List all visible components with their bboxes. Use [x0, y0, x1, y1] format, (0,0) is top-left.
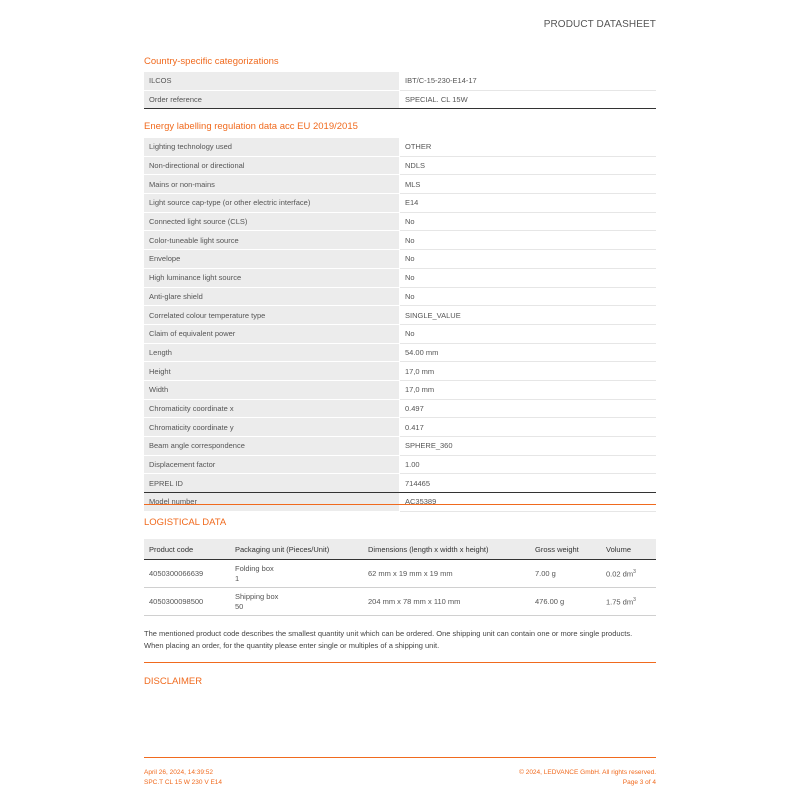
- row-label: Length: [144, 343, 400, 362]
- row-label: Anti-glare shield: [144, 287, 400, 306]
- table-row: [144, 212, 656, 231]
- row-value: AC35389: [400, 493, 657, 512]
- row-label: Envelope: [144, 250, 400, 269]
- footer-date: April 26, 2024, 14:39:52: [144, 769, 214, 776]
- row-value: 1.00: [400, 455, 657, 474]
- table-row: [144, 437, 656, 456]
- table-row: [144, 474, 656, 493]
- footer-right: [519, 768, 656, 787]
- row-label: Color-tuneable light source: [144, 231, 400, 250]
- row-label: Correlated colour temperature type: [144, 306, 400, 325]
- row-value: No: [400, 231, 657, 250]
- table-row: [144, 418, 656, 437]
- country-table: [144, 72, 656, 109]
- row-label: EPREL ID: [144, 474, 400, 493]
- row-value: 714465: [400, 474, 657, 493]
- table-row: [144, 399, 656, 418]
- table-row: [144, 231, 656, 250]
- table-row: [144, 588, 656, 616]
- row-label: Light source cap-type (or other electric interface): [144, 194, 400, 213]
- table-row: [144, 156, 656, 175]
- row-value: 0.417: [400, 418, 657, 437]
- logistical-table: [144, 539, 656, 616]
- table-row: [144, 493, 656, 512]
- table-row: [144, 72, 656, 90]
- table-row: [144, 362, 656, 381]
- row-value: 0.497: [400, 399, 657, 418]
- row-label: Mains or non-mains: [144, 175, 400, 194]
- row-value: No: [400, 287, 657, 306]
- row-value: No: [400, 324, 657, 343]
- footer-divider: [144, 757, 656, 758]
- row-value: SPHERE_360: [400, 437, 657, 456]
- row-label: Order reference: [144, 90, 400, 109]
- gross-weight: 476.00 g: [530, 588, 601, 616]
- table-row: [144, 287, 656, 306]
- row-label: Non-directional or directional: [144, 156, 400, 175]
- section-divider: [144, 504, 656, 505]
- table-row: [144, 138, 656, 156]
- table-row: [144, 343, 656, 362]
- table-row: [144, 380, 656, 399]
- table-row: [144, 250, 656, 269]
- product-code: 4050300098500: [144, 588, 230, 616]
- row-label: Lighting technology used: [144, 138, 400, 156]
- row-value: No: [400, 268, 657, 287]
- dimensions: 204 mm x 78 mm x 110 mm: [363, 588, 530, 616]
- table-row: [144, 175, 656, 194]
- packaging-unit: Folding box 1: [230, 560, 363, 588]
- row-value: No: [400, 250, 657, 269]
- row-label: ILCOS: [144, 72, 400, 90]
- row-value: NDLS: [400, 156, 657, 175]
- country-heading: Country-specific categorizations: [144, 56, 279, 67]
- energy-table-bottom-rule: [144, 492, 656, 493]
- row-value: SPECIAL. CL 15W: [400, 90, 657, 109]
- footer-left: [144, 768, 222, 787]
- row-label: Claim of equivalent power: [144, 324, 400, 343]
- order-note: The mentioned product code describes the smallest quantity unit which can be ordered. One shipping unit can contain one or more single products. When placing an order, for the quantity please enter single or multiples of a shipping unit.: [144, 629, 633, 650]
- col-packaging-unit: Packaging unit (Pieces/Unit): [230, 539, 363, 560]
- country-table-bottom-rule: [144, 108, 656, 109]
- table-row: [144, 268, 656, 287]
- table-row: [144, 560, 656, 588]
- col-product-code: Product code: [144, 539, 230, 560]
- row-value: SINGLE_VALUE: [400, 306, 657, 325]
- energy-table: [144, 138, 656, 512]
- dimensions: 62 mm x 19 mm x 19 mm: [363, 560, 530, 588]
- row-label: Model number: [144, 493, 400, 512]
- row-label: Chromaticity coordinate y: [144, 418, 400, 437]
- footer-product: SPC.T CL 15 W 230 V E14: [144, 778, 223, 786]
- table-row: [144, 455, 656, 474]
- gross-weight: 7.00 g: [530, 560, 601, 588]
- row-value: OTHER: [400, 138, 657, 156]
- row-value: MLS: [400, 175, 657, 194]
- packaging-unit: Shipping box 50: [230, 588, 363, 616]
- row-label: Connected light source (CLS): [144, 212, 400, 231]
- table-row: [144, 306, 656, 325]
- product-code: 4050300066639: [144, 560, 230, 588]
- row-label: Beam angle correspondence: [144, 437, 400, 456]
- row-label: Height: [144, 362, 400, 381]
- logistical-heading: LOGISTICAL DATA: [144, 517, 227, 528]
- row-value: No: [400, 212, 657, 231]
- section-divider: [144, 662, 656, 663]
- volume: 0.02 $dm^3$: [601, 560, 656, 588]
- footer-copyright: © 2024, LEDVANCE GmbH. All rights reserved.: [519, 769, 656, 776]
- row-value: 17,0 mm: [400, 362, 657, 381]
- row-value: 17,0 mm: [400, 380, 657, 399]
- row-value: E14: [400, 194, 657, 213]
- disclaimer-heading: DISCLAIMER: [144, 676, 203, 687]
- volume: 1.75 $dm^3$: [601, 588, 656, 616]
- col-dimensions: Dimensions (length x width x height): [363, 539, 530, 560]
- row-label: High luminance light source: [144, 268, 400, 287]
- col-gross-weight: Gross weight: [530, 539, 601, 560]
- document-title: PRODUCT DATASHEET: [543, 19, 656, 30]
- table-row: [144, 90, 656, 109]
- col-volume: Volume: [601, 539, 656, 560]
- footer-page-number: Page 3 of 4: [622, 778, 656, 786]
- row-label: Chromaticity coordinate x: [144, 399, 400, 418]
- row-label: Width: [144, 380, 400, 399]
- row-label: Displacement factor: [144, 455, 400, 474]
- table-row: [144, 324, 656, 343]
- row-value: 54.00 mm: [400, 343, 657, 362]
- energy-heading: Energy labelling regulation data acc EU 2019/2015: [144, 121, 358, 132]
- table-row: [144, 194, 656, 213]
- row-value: IBT/C-15-230-E14-17: [400, 72, 657, 90]
